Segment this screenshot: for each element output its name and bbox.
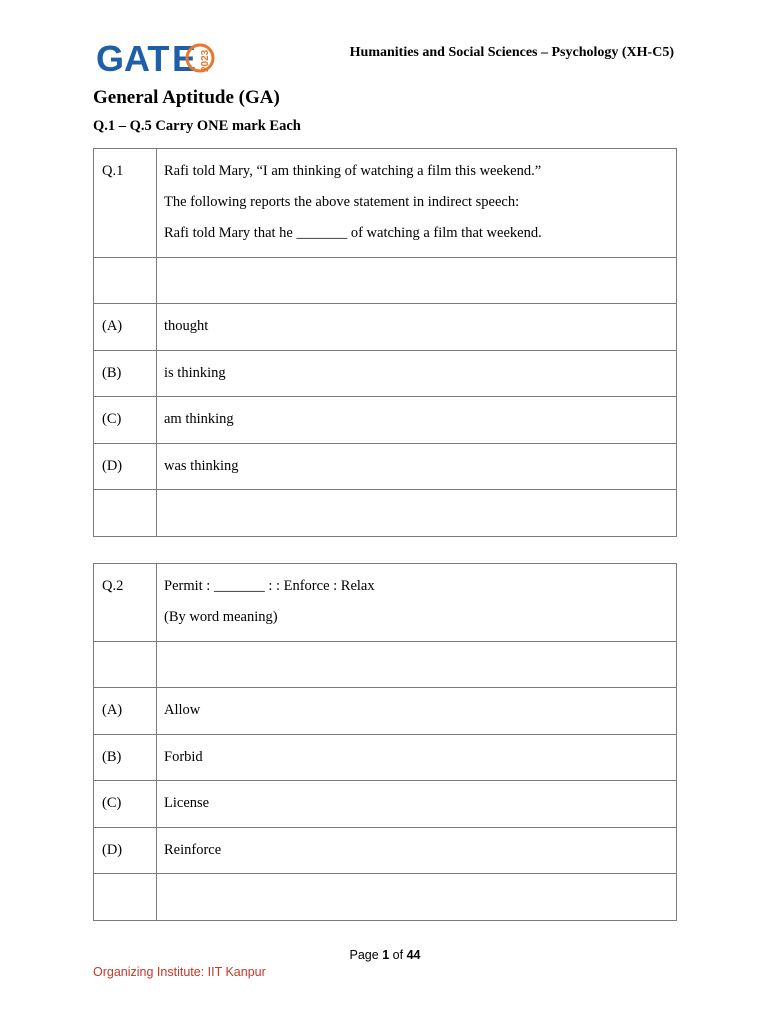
section-subtitle: Q.1 – Q.5 Carry ONE mark Each xyxy=(93,118,301,134)
question-number xyxy=(94,149,157,258)
blank-row xyxy=(94,874,677,921)
page-total: 44 xyxy=(406,948,421,962)
question-stem xyxy=(157,564,677,642)
option-row xyxy=(94,304,677,351)
section-title: General Aptitude (GA) xyxy=(93,87,280,108)
option-text: Reinforce xyxy=(164,842,222,858)
stem-line: The following reports the above statement in indirect speech: xyxy=(164,194,520,210)
stem-line: Permit : _______ : : Enforce : Relax xyxy=(164,578,375,594)
option-text: am thinking xyxy=(164,411,234,427)
option-row xyxy=(94,397,677,444)
option-text: is thinking xyxy=(164,365,226,381)
stem-line: Rafi told Mary that he _______ of watching a film that weekend. xyxy=(164,225,542,241)
question-stem xyxy=(157,149,677,258)
option-label: (C) xyxy=(102,795,122,811)
option-label: (C) xyxy=(102,411,122,427)
blank-row xyxy=(94,642,677,688)
logo-year: 2023 xyxy=(200,49,211,72)
option-label: (A) xyxy=(102,318,123,334)
blank-row xyxy=(94,258,677,304)
logo-e: E xyxy=(172,38,197,79)
page-number xyxy=(0,948,770,962)
option-text: was thinking xyxy=(164,458,239,474)
option-row xyxy=(94,735,677,781)
option-label: (D) xyxy=(102,458,123,474)
option-text: License xyxy=(164,795,210,811)
question-number xyxy=(94,564,157,642)
option-label: (B) xyxy=(102,749,122,765)
option-row xyxy=(94,781,677,828)
logo-text: GAT xyxy=(96,38,170,79)
question-table-1 xyxy=(93,148,677,537)
question-table-2 xyxy=(93,563,677,921)
option-text: thought xyxy=(164,318,209,334)
question-number-text: Q.1 xyxy=(102,163,124,179)
stem-line: (By word meaning) xyxy=(164,609,278,625)
gate-2023-logo xyxy=(96,38,220,80)
option-row xyxy=(94,828,677,874)
question-row xyxy=(94,564,677,642)
organizing-institute: Organizing Institute: IIT Kanpur xyxy=(93,965,266,979)
option-label: (D) xyxy=(102,842,123,858)
page-current: 1 xyxy=(382,948,390,962)
option-label: (B) xyxy=(102,365,122,381)
option-text: Forbid xyxy=(164,749,203,765)
option-text: Allow xyxy=(164,702,201,718)
page-prefix: Page xyxy=(349,948,379,962)
option-row xyxy=(94,351,677,397)
question-number-text: Q.2 xyxy=(102,578,124,594)
option-label: (A) xyxy=(102,702,123,718)
blank-row xyxy=(94,490,677,537)
stem-line: Rafi told Mary, “I am thinking of watching a film this weekend.” xyxy=(164,163,542,179)
option-row xyxy=(94,444,677,490)
question-row xyxy=(94,149,677,258)
option-row xyxy=(94,688,677,735)
page-of: of xyxy=(392,948,404,962)
header-title: Humanities and Social Sciences – Psychology (XH-C5) xyxy=(349,45,674,60)
